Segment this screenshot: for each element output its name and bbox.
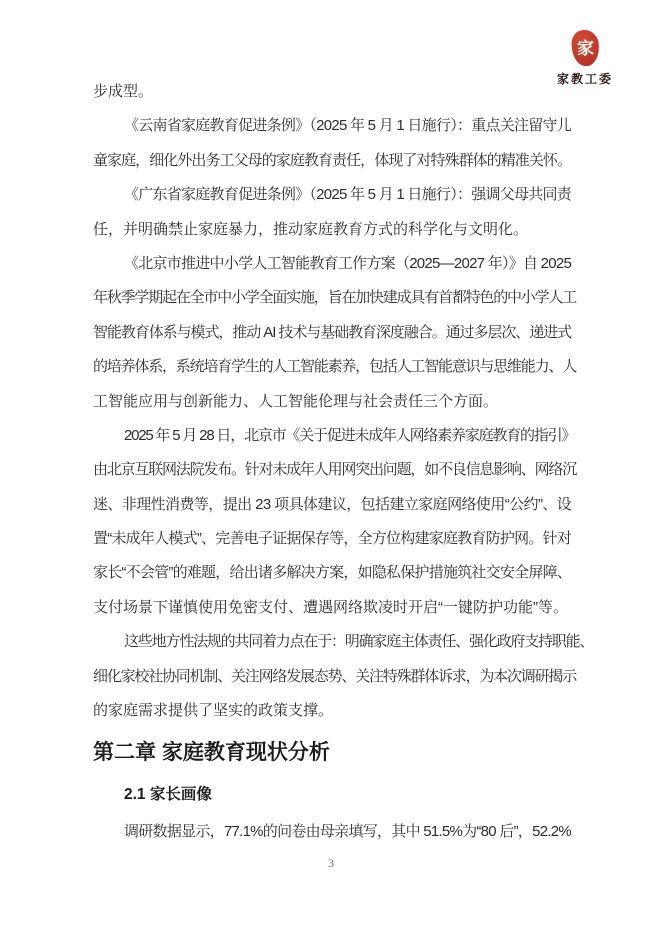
text-line: 第二章 家庭教育现状分析 — [93, 741, 330, 765]
page-number: 3 — [328, 856, 334, 870]
text-line: 由北京互联网法院发布。针对未成年人用网突出问题，如不良信息影响、网络沉 — [93, 461, 577, 479]
text-line: 的家庭需求提供了坚实的政策支撑。 — [93, 702, 334, 720]
text-line: 《云南省家庭教育促进条例》（2025 年 5 月 1 日施行）：重点关注留守儿 — [124, 117, 572, 135]
text-line: 置“未成年人模式”、完善电子证据保存等，全方位构建家庭教育防护网。针对 — [93, 530, 572, 548]
text-line: 年秋季学期起在全市中小学全面实施，旨在加快建成具有首都特色的中小学人工 — [93, 289, 577, 307]
paragraph-policy-summary — [93, 625, 594, 728]
text-line: 《广东省家庭教育促进条例》（2025 年 5 月 1 日施行）：强调父母共同责 — [124, 186, 572, 204]
text-line: 童家庭，细化外出务工父母的家庭教育责任，体现了对特殊群体的精准关怀。 — [93, 151, 572, 169]
text-line: 调研数据显示，77.1%的问卷由母亲填写，其中 51.5%为“80 后”，52.2% — [124, 823, 571, 841]
text-line: 工智能应用与创新能力、人工智能伦理与社会责任三个方面。 — [93, 392, 499, 410]
text-line: 2.1 家长画像 — [124, 786, 212, 804]
text-line: 2025 年 5 月 28 日，北京市《关于促进未成年人网络素养家庭教育的指引》 — [124, 426, 576, 444]
logo-label: 家教工委 — [556, 72, 613, 86]
paragraph-yunnan-regulation — [93, 109, 571, 178]
chapter-heading — [93, 738, 571, 768]
text-line: 智能教育体系与模式，推动 AI 技术与基础教育深度融合。通过多层次、递进式 — [93, 323, 571, 341]
paragraph-parent-profile — [93, 815, 571, 849]
text-line: 家长“不会管”的难题，给出诸多解决方案，如隐私保护措施筑社交安全屏障、 — [93, 564, 572, 582]
text-line: 步成型。 — [93, 83, 154, 100]
section-heading — [93, 783, 571, 807]
text-line: 《北京市推进中小学人工智能教育工作方案（2025—2027 年）》自 2025 — [124, 254, 572, 272]
paragraph-guangdong-regulation — [93, 178, 571, 247]
paragraph-beijing-internet-guideline — [93, 419, 577, 625]
text-line: 支付场景下谨慎使用免密支付、遭遇网络欺凌时开启“一键防护功能”等。 — [93, 598, 568, 616]
seal-character: 家 — [576, 38, 594, 58]
text-line: 这些地方性法规的共同着力点在于：明确家庭主体责任、强化政府支持职能、 — [124, 633, 594, 651]
text-line: 的培养体系，系统培育学生的人工智能素养，包括人工智能意识与思维能力、人 — [93, 358, 577, 376]
text-line: 迷、非理性消费等，提出 23 项具体建议，包括建立家庭网络使用“公约”、设 — [93, 495, 572, 513]
text-line: 任，并明确禁止家庭暴力，推动家庭教育方式的科学化与文明化。 — [93, 220, 529, 238]
red-seal-icon — [570, 29, 600, 67]
paragraph-beijing-ai-plan — [93, 247, 577, 419]
paragraph-continuation — [93, 75, 571, 109]
text-line: 细化家校社协同机制、关注网络发展态势、关注特殊群体诉求，为本次调研揭示 — [93, 667, 577, 685]
